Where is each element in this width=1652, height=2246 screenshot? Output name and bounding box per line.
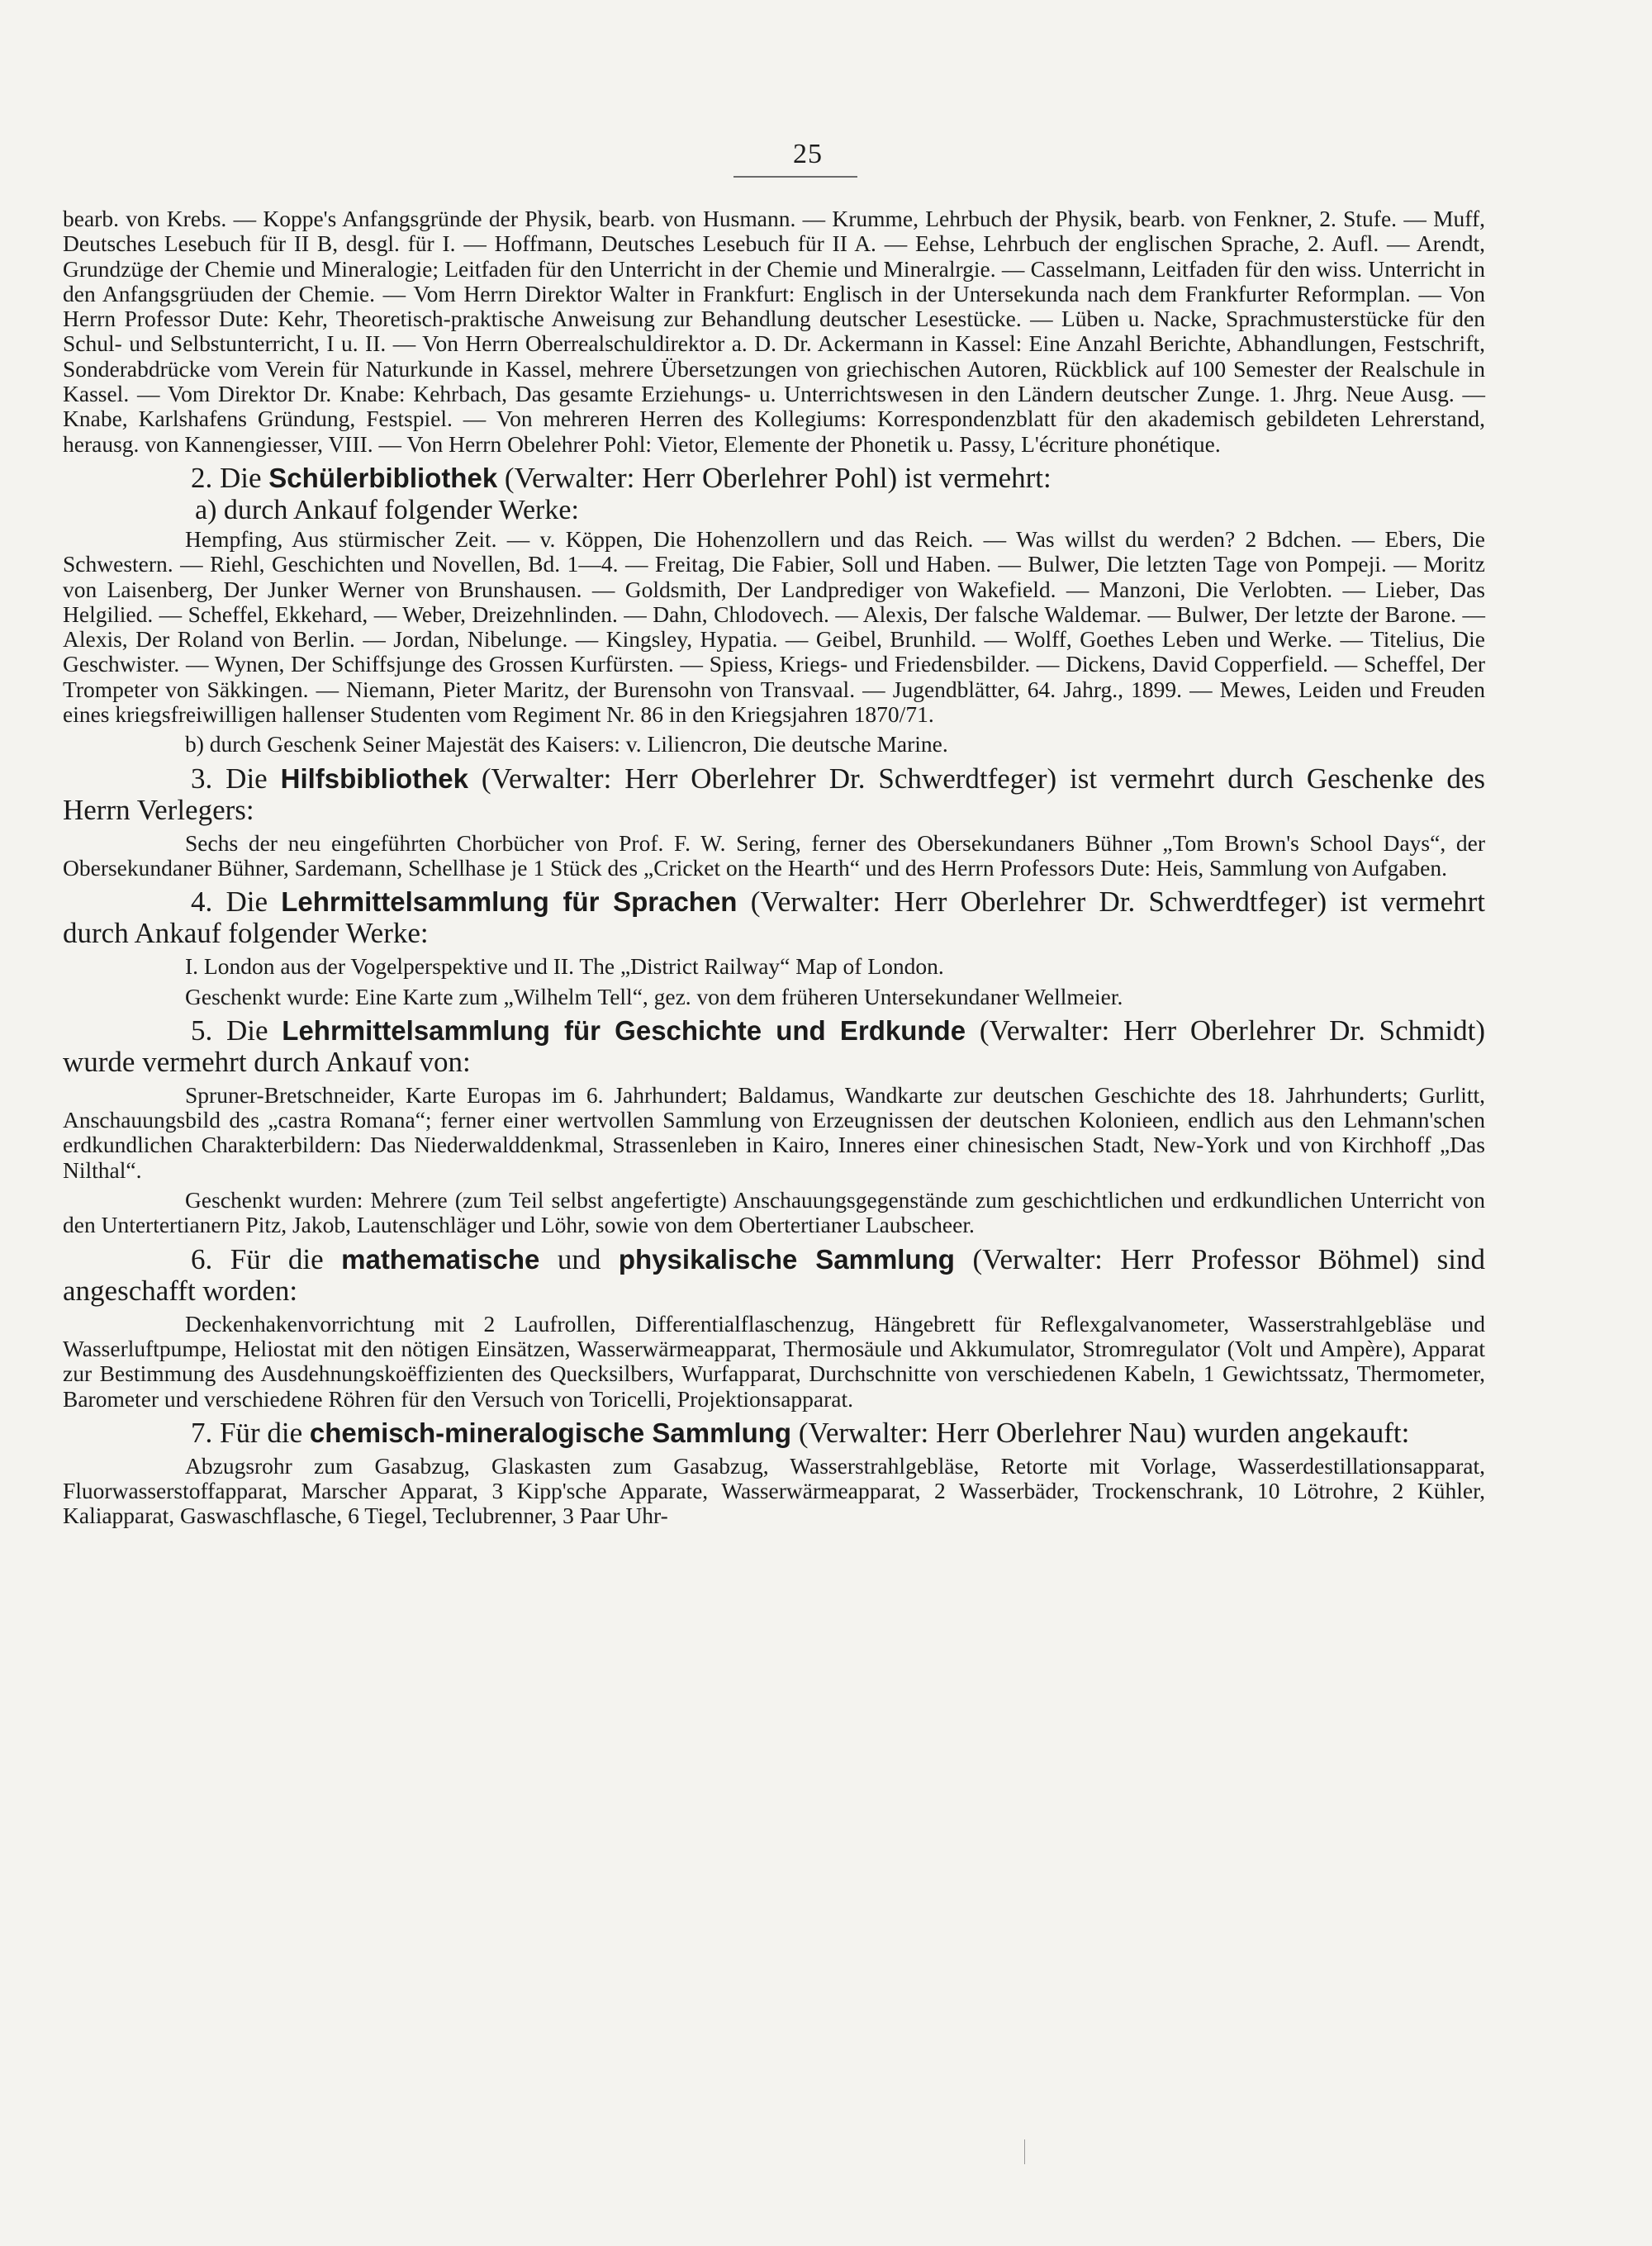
section-2b-body: b) durch Geschenk Seiner Majestät des Kaisers: v. Liliencron, Die deutsche Marine. — [185, 731, 948, 757]
section-4-heading-rest: (Verwalter: Herr Oberlehrer Dr. Schwerdtfeger) ist vermehrt durch Ankauf folgender Werke: — [63, 886, 1486, 950]
section-4-title: Lehrmittelsammlung für Sprachen — [281, 886, 738, 918]
section-3-heading — [63, 763, 1485, 826]
text-column — [63, 207, 1485, 1529]
section-2-heading — [63, 463, 1485, 494]
crop-mark — [1024, 2139, 1025, 2164]
section-2a-body: Hempfing, Aus stürmischer Zeit. — v. Köppen, Die Hohenzollern und das Reich. — Was willst du werden? 2 Bdchen. — Ebers, Die Schwestern. — Riehl, Geschichten und Novellen, Bd. 1—4. — Freitag, Die Fabier, Soll und Haben. — Bulwer, Die letzten Tage von Pompeji. — Moritz von Laisenberg, Der Junker Werner von Brunshausen. — Goldsmith, Der Landprediger von Wakefield. — Manzoni, Die Verlobten. — Lieber, Das Helgilied. — Scheffel, Ekkehard, — Weber, Dreizehnlinden. — Dahn, Chlodovech. — Alexis, Der falsche Waldemar. — Bulwer, Der letzte der Barone. — Alexis, Der Roland von Berlin. — Jordan, Nibelunge. — Kingsley, Hypatia. — Geibel, Brunhild. — Wolff, Goethes Leben und Werke. — Titelius, Die Geschwister. — Wynen, Der Schiffsjunge des Grossen Kurfürsten. — Spiess, Kriegs- und Friedensbilder. — Dickens, David Copperfield. — Scheffel, Der Trompeter von Säkkingen. — Niemann, Pieter Maritz, der Burensohn von Transvaal. — Jugendblätter, 64. Jahrg., 1899. — Mewes, Leiden und Freuden eines kriegsfreiwilligen hallenser Studenten vom Regiment Nr. 86 in den Kriegsjahren 1870/71. — [63, 525, 1485, 728]
section-6-heading-mid: und — [557, 1242, 601, 1275]
section-4-number: 4. Die — [191, 886, 268, 919]
section-6-heading-rest: (Verwalter: Herr Professor Böhmel) sind angeschafft worden: — [63, 1242, 1486, 1307]
section-5-number: 5. Die — [191, 1014, 268, 1047]
section-5-title: Lehrmittelsammlung für Geschichte und Erdkunde — [282, 1014, 966, 1046]
section-6-heading — [63, 1244, 1485, 1307]
section-3-title: Hilfsbibliothek — [280, 762, 468, 794]
section-7-title: chemisch-mineralogische Sammlung — [309, 1417, 792, 1448]
section-2-title: Schülerbibliothek — [268, 462, 498, 493]
section-6-body: Deckenhakenvorrichtung mit 2 Laufrollen, Differentialflaschenzug, Hängebrett für Reflexgalvanometer, Wasserstrahlgebläse und Wasserluftpumpe, Heliostat mit den nötigen Einsätzen, Wasserwärmeapparat, Thermosäule und Akkumulator, Stromregulator (Volt und Ampère), Apparat zur Bestimmung des Ausdehnungskoëffizienten des Quecksilbers, Wurfapparat, Durchschnitte von verschiedenen Kabeln, 1 Gewichtssatz, Thermometer, Barometer und verschiedene Röhren für den Versuch von Toricelli, Projektionsapparat. — [63, 1310, 1485, 1412]
section-5-heading — [63, 1015, 1485, 1078]
intro-paragraph: bearb. von Krebs. — Koppe's Anfangsgründe der Physik, bearb. von Husmann. — Krumme, Lehrbuch der Physik, bearb. von Fenkner, 2. Stufe. — Muff, Deutsches Lesebuch für II B, desgl. für I. — Hoffmann, Deutsches Lesebuch für II A. — Eehse, Lehrbuch der englischen Sprache, 2. Aufl. — Arendt, Grundzüge der Chemie und Mineralogie; Leitfaden für den Unterricht in der Chemie und Mineralrgie. — Casselmann, Leitfaden für den wiss. Unterricht in den Anfangsgrüuden der Chemie. — Vom Herrn Direktor Walter in Frankfurt: Englisch in der Untersekunda nach dem Frankfurter Reformplan. — Von Herrn Professor Dute: Kehr, Theoretisch-praktische Anweisung zur Behandlung deutscher Lesestücke. — Lüben u. Nacke, Sprachmusterstücke für den Schul- und Selbstunterricht, I u. II. — Von Herrn Oberrealschuldirektor a. D. Dr. Ackermann in Kassel: Eine Anzahl Berichte, Abhandlungen, Festschrift, Sonderabdrücke vom Verein für Naturkunde in Kassel, mehrere Übersetzungen von griechischen Autoren, Rückblick auf 100 Semester der Realschule in Kassel. — Vom Direktor Dr. Knabe: Kehrbach, Das gesamte Erziehungs- u. Unterrichtswesen in den Ländern deutscher Zunge. 1. Jhrg. Neue Ausg. — Knabe, Karlshafens Gründung, Festspiel. — Von mehreren Herren des Kollegiums: Korrespondenzblatt für den akademisch gebildeten Lehrerstand, herausg. von Kannengiesser, VIII. — Von Herrn Obelehrer Pohl: Vietor, Elemente der Phonetik u. Passy, L'écriture phonétique. — [63, 206, 1485, 457]
section-7-heading — [63, 1417, 1485, 1449]
section-5-heading-rest: (Verwalter: Herr Oberlehrer Dr. Schmidt) wurde vermehrt durch Ankauf von: — [63, 1014, 1485, 1078]
section-3-number: 3. Die — [191, 762, 268, 795]
section-2a-subheading: a) durch Ankauf folgender Werke: — [195, 494, 579, 525]
page-number: 25 — [793, 139, 823, 169]
section-4-body-1: I. London aus der Vogelperspektive und II. The „District Railway“ Map of London. — [185, 953, 944, 980]
section-7-body: Abzugsrohr zum Gasabzug, Glaskasten zum Gasabzug, Wasserstrahlgebläse, Retorte mit Vorlage, Wasserdestillationsapparat, Fluorwasserstoffapparat, Marscher Apparat, 3 Kipp'sche Apparate, Wasserwärmeapparat, 2 Wasserbäder, Trockenschrank, 10 Lötrohre, 2 Kühler, Kaliapparat, Gaswaschflasche, 6 Tiegel, Teclubrenner, 3 Paar Uhr- — [63, 1452, 1485, 1529]
section-7-heading-rest: (Verwalter: Herr Oberlehrer Nau) wurden angekauft: — [798, 1416, 1410, 1449]
section-7-number: 7. Für die — [191, 1416, 303, 1449]
section-3-heading-rest: (Verwalter: Herr Oberlehrer Dr. Schwerdtfeger) ist vermehrt durch Geschenke des Herrn Verlegers: — [63, 762, 1485, 826]
section-6-number: 6. Für die — [191, 1242, 324, 1275]
page-number-rule — [733, 176, 857, 178]
section-2-heading-rest: (Verwalter: Herr Oberlehrer Pohl) ist vermehrt: — [504, 461, 1051, 494]
section-6-title-2: physikalische Sammlung — [618, 1243, 955, 1275]
section-3-body: Sechs der neu eingeführten Chorbücher von Prof. F. W. Sering, ferner des Obersekundaners Bühner „Tom Brown's School Days“, der Obersekundaner Bühner, Sardemann, Schellhase je 1 Stück des „Cricket on the Hearth“ und des Herrn Professors Dute: Heis, Sammlung von Aufgaben. — [63, 829, 1485, 881]
section-5-body-2: Geschenkt wurden: Mehrere (zum Teil selbst angefertigte) Anschauungsgegenstände zum geschichtlichen und erdkundlichen Unterricht von den Untertertianern Pitz, Jakob, Lautenschläger und Löhr, sowie von dem Obertertianer Laubscheer. — [63, 1187, 1485, 1238]
section-4-heading — [63, 886, 1485, 949]
section-2-number: 2. Die — [191, 461, 262, 494]
section-6-title: mathematische — [341, 1243, 540, 1275]
section-5-body-1: Spruner-Bretschneider, Karte Europas im 6. Jahrhundert; Baldamus, Wandkarte zur deutschen Geschichte des 18. Jahrhunderts; Gurlitt, Anschauungsbild des „castra Romana“; ferner einer wertvollen Sammlung von Erzeugnissen der deutschen Kolonieen, endlich aus den Lehmann'schen erdkundlichen Charakterbildern: Das Niederwalddenkmal, Strassenleben in Kairo, Inneres einer chinesischen Stadt, New-York und von Kirchhoff „Das Nilthal“. — [63, 1081, 1485, 1183]
section-4-body-2: Geschenkt wurde: Eine Karte zum „Wilhelm Tell“, gez. von dem früheren Untersekundaner Wellmeier. — [185, 983, 1123, 1009]
